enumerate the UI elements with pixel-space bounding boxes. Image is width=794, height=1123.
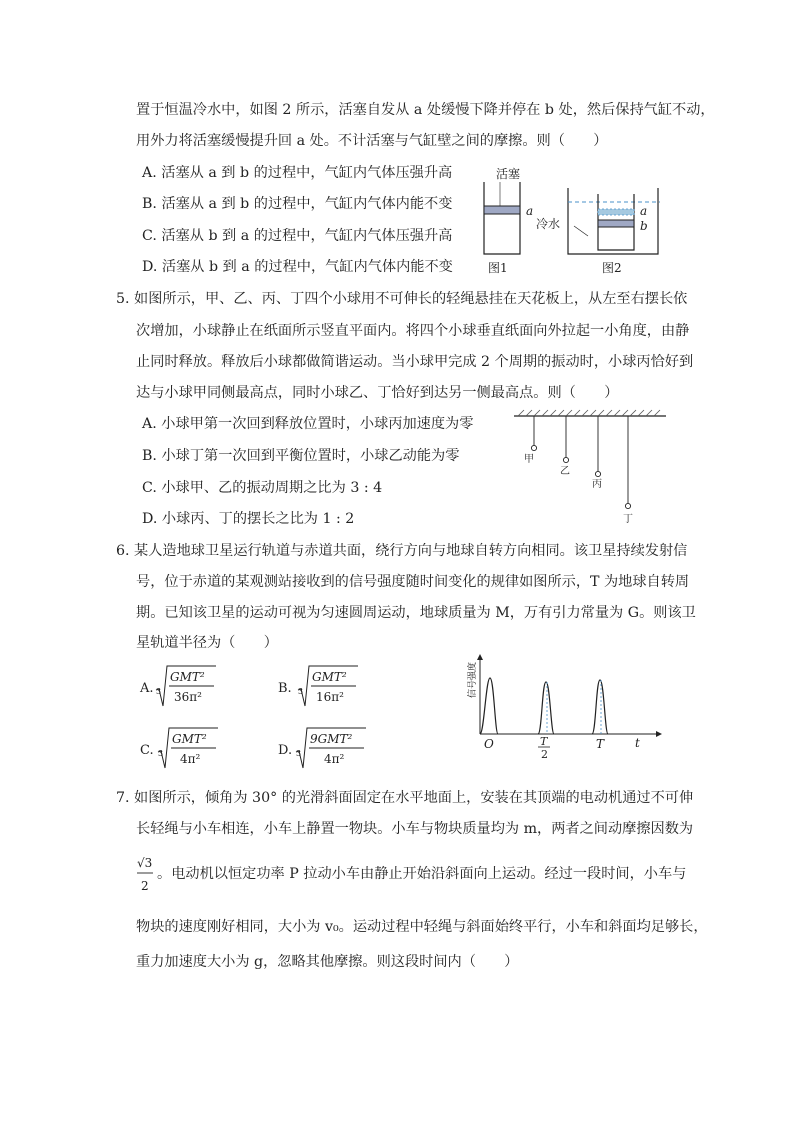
signal-peak-1 <box>480 678 498 734</box>
q6-a-num: GMT² <box>170 670 205 684</box>
q6-b-den: 16π² <box>316 690 344 704</box>
pendulum-figure <box>512 408 672 528</box>
q6-option-b-label: B. <box>278 681 292 696</box>
graph-half-T-den: 2 <box>541 748 548 761</box>
q6-option-a[interactable] <box>140 662 230 712</box>
q5-line-4: 达与小球甲同侧最高点，同时小球乙、丁恰好到达另一侧最高点。则（ ） <box>136 385 619 401</box>
q6-line-1: 6. 某人造地球卫星运行轨道与赤道共面，绕行方向与地球自转方向相同。该卫星持续发射信 <box>116 543 688 559</box>
fig1-caption: 图1 <box>488 261 508 275</box>
q6-option-d[interactable] <box>278 724 378 774</box>
q6-line-2: 号，位于赤道的某观测站接收到的信号强度随时间变化的规律如图所示，T 为地球自转周 <box>136 574 690 590</box>
q4-option-a[interactable]: A. 活塞从 a 到 b 的过程中，气缸内气体压强升高 <box>142 165 453 181</box>
q6-option-c-label: C. <box>140 743 154 758</box>
mu-num: √3 <box>137 856 153 870</box>
q4-figure <box>470 160 670 280</box>
ball-yi <box>563 457 568 462</box>
q4-line-2: 用外力将活塞缓慢提升回 a 处。不计活塞与气缸壁之间的摩擦。则（ ） <box>136 133 608 149</box>
q5-option-a[interactable]: A. 小球甲第一次回到释放位置时，小球丙加速度为零 <box>142 416 474 432</box>
q6-option-d-label: D. <box>278 743 293 758</box>
fig2-caption: 图2 <box>602 261 622 275</box>
mu-den: 2 <box>141 879 149 893</box>
graph-ylabel: 信号强度 <box>468 661 478 698</box>
q7-line-3: 。电动机以恒定功率 P 拉动小车由静止开始沿斜面向上运动。经过一段时间，小车与 <box>157 866 687 882</box>
ball-bing <box>595 471 600 476</box>
q7-line-2: 长轻绳与小车相连，小车上静置一物块。小车与物块质量均为 m，两者之间动摩擦因数为 <box>136 821 694 837</box>
root-index: 3 <box>296 749 302 758</box>
q4-option-c[interactable]: C. 活塞从 b 到 a 的过程中，气缸内气体压强升高 <box>142 228 453 244</box>
q6-a-den: 36π² <box>174 690 202 704</box>
q4-option-d[interactable]: D. 活塞从 b 到 a 的过程中，气缸内气体内能不变 <box>142 259 453 275</box>
graph-half-T-num: T <box>540 735 548 748</box>
q4-option-b[interactable]: B. 活塞从 a 到 b 的过程中，气缸内气体内能不变 <box>142 196 453 212</box>
q5-option-c[interactable]: C. 小球甲、乙的振动周期之比为 3 : 4 <box>142 480 383 496</box>
q5-option-d[interactable]: D. 小球丙、丁的摆长之比为 1 : 2 <box>142 511 355 527</box>
q5-line-3: 止同时释放。释放后小球都做简谐运动。当小球甲完成 2 个周期的振动时，小球丙恰好到 <box>136 354 694 370</box>
q6-option-b[interactable] <box>278 662 368 712</box>
q6-c-num: GMT² <box>172 732 207 746</box>
label-a-fig1: a <box>526 204 534 218</box>
q6-d-num: 9GMT² <box>310 732 353 746</box>
graph-T: T <box>596 737 605 751</box>
graph-origin: O <box>484 737 494 751</box>
q6-option-a-label: A. <box>140 681 154 696</box>
root-index: 3 <box>298 687 304 696</box>
q6-d-den: 4π² <box>324 752 345 766</box>
q6-c-den: 4π² <box>180 752 201 766</box>
label-ding: 丁 <box>623 514 633 525</box>
root-index: 3 <box>156 687 162 696</box>
q6-b-num: GMT² <box>312 670 347 684</box>
root-index: 3 <box>158 749 164 758</box>
q5-line-1: 5. 如图所示，甲、乙、丙、丁四个小球用不可伸长的轻绳悬挂在天花板上，从左至右摆长依 <box>116 291 688 307</box>
q5-option-b[interactable]: B. 小球丁第一次回到平衡位置时，小球乙动能为零 <box>142 448 460 464</box>
q6-option-c[interactable] <box>140 724 230 774</box>
graph-t: t <box>635 736 640 750</box>
q6-line-4: 星轨道半径为（ ） <box>136 635 278 651</box>
ball-jia <box>531 445 536 450</box>
label-bing: 丙 <box>592 479 602 490</box>
q6-line-3: 期。已知该卫星的运动可视为匀速圆周运动，地球质量为 M，万有引力常量为 G。则该卫 <box>136 605 696 621</box>
signal-graph <box>470 652 670 762</box>
ball-ding <box>625 503 630 508</box>
q7-line-1: 7. 如图所示，倾角为 30° 的光滑斜面固定在水平地面上，安装在其顶端的电动机通过不可伸 <box>116 790 694 806</box>
label-b-fig2: b <box>640 219 648 233</box>
q7-line-5: 重力加速度大小为 g，忽略其他摩擦。则这段时间内（ ） <box>136 954 519 970</box>
q7-line-4: 物块的速度刚好相同，大小为 v₀。运动过程中轻绳与斜面始终平行，小车和斜面均足够长， <box>136 919 708 935</box>
cylinder-fig1 <box>484 182 520 254</box>
label-yi: 乙 <box>560 466 570 477</box>
water-label: 冷水 <box>536 217 561 231</box>
mu-fraction <box>136 851 156 897</box>
signal-peak-3 <box>592 680 608 734</box>
q4-line-1: 置于恒温冷水中，如图 2 所示，活塞自发从 a 处缓慢下降并停在 b 处，然后保持气缸不动， <box>136 102 715 118</box>
signal-peak-2 <box>538 682 554 734</box>
q5-line-2: 次增加，小球静止在纸面所示竖直平面内。将四个小球垂直纸面向外拉起一小角度，由静 <box>136 323 690 339</box>
piston-label: 活塞 <box>496 167 521 181</box>
label-a-fig2: a <box>640 204 648 218</box>
label-jia: 甲 <box>524 454 534 465</box>
